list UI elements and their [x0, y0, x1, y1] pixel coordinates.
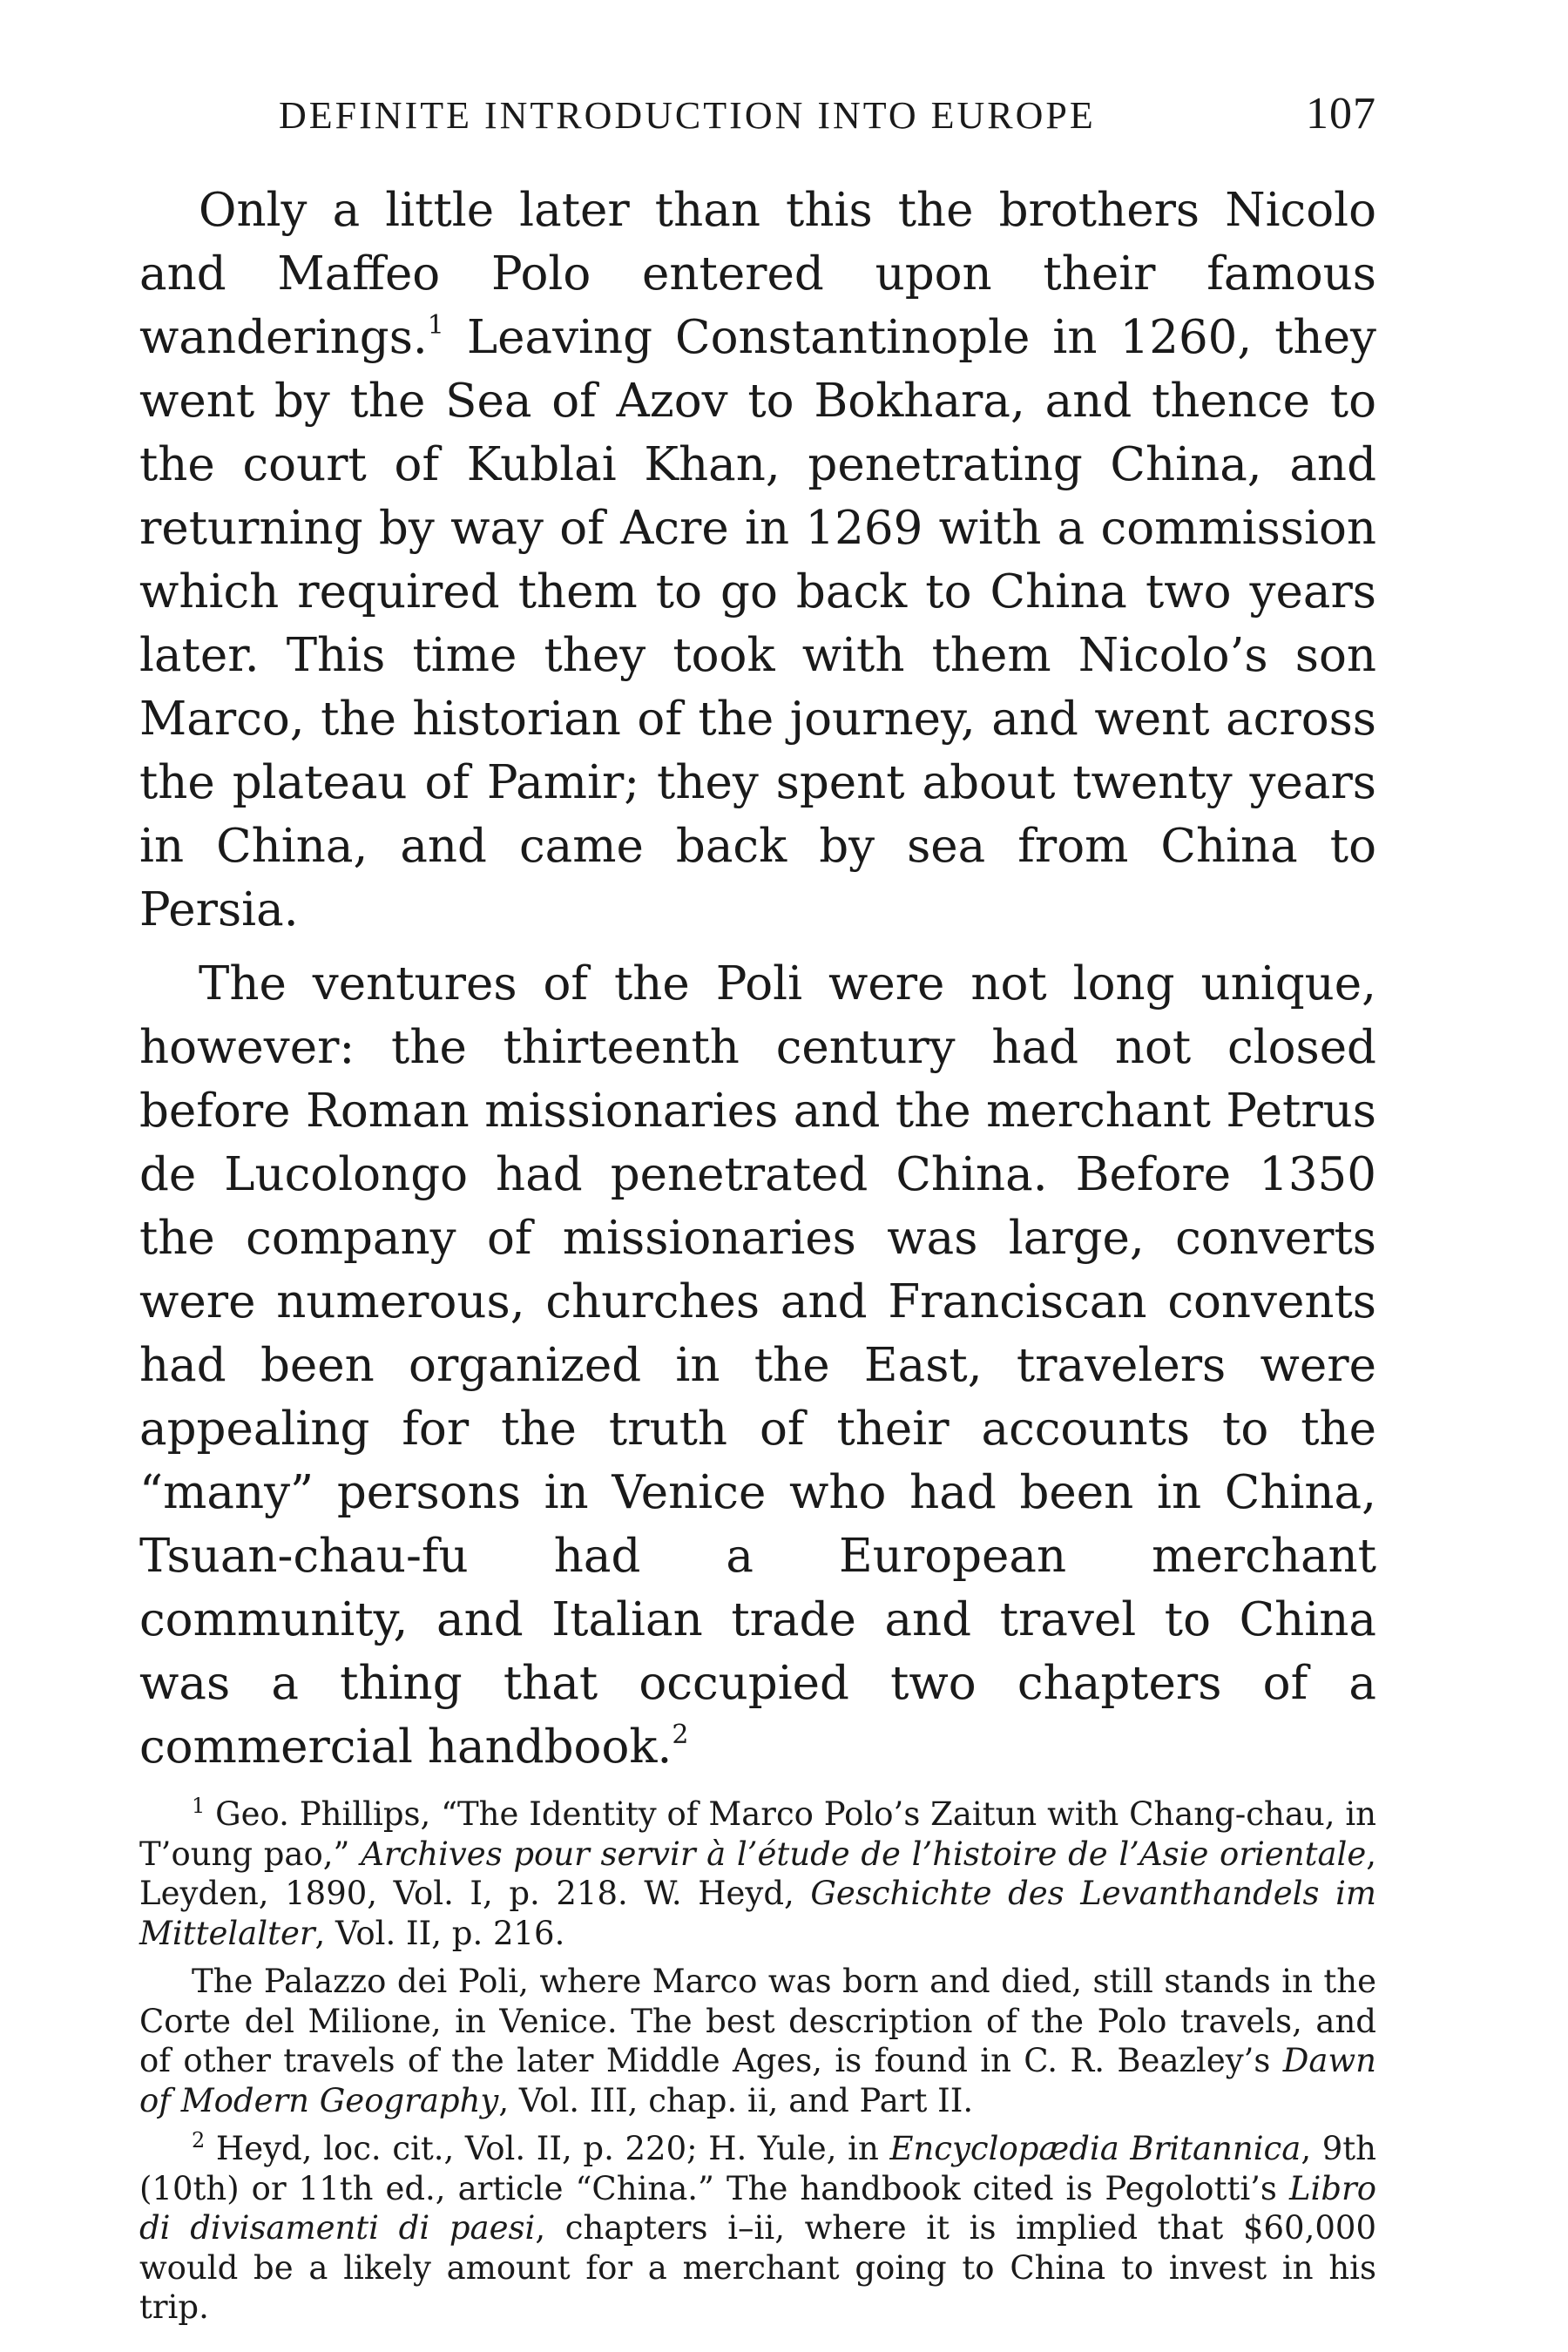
- paragraph-1: [139, 179, 1376, 942]
- footnote-2-work-title-b: Libro di divisamenti di paesi: [139, 2169, 1376, 2247]
- paragraph-2: [139, 952, 1376, 1779]
- footnote-2-marker: 2: [192, 2128, 206, 2153]
- footnote-1-text-b: , Leyden, 1890, Vol. I, p. 218. W. Heyd,: [139, 1835, 1376, 1912]
- paragraph-1-text-a: Only a little later than this the brothers Nicolo and Maffeo Polo entered upon their famous wanderings.: [139, 184, 1376, 364]
- chapter-title: DEFINITE INTRODUCTION INTO EUROPE: [279, 94, 1096, 137]
- paragraph-1-text-b: Leaving Constantinople in 1260, they went by the Sea of Azov to Bokhara, and thence to the court of Kublai Khan, penetrating China, and returning by way of Acre in 1269 with a commission which required them to go back to China two years later. This time they took with them Nicolo’s son Marco, the historian of the journey, and went across the plateau of Pamir; they spent about twenty years in China, and came back by sea from China to Persia.: [139, 311, 1376, 936]
- paragraph-2-text: The ventures of the Poli were not long unique, however: the thirteenth century had not closed before Roman missionaries and the merchant Petrus de Lucolongo had penetrated China. Before 1350 the company of missionaries was large, converts were numerous, churches and Franciscan convents had been organized in the East, travelers were appealing for the truth of their accounts to the “many” persons in Venice who had been in China, Tsuan-chau-fu had a European merchant community, and Italian trade and travel to China was a thing that occupied two chapters of a commercial handbook.: [139, 957, 1376, 1774]
- footnote-1-cont-text-a: The Palazzo dei Poli, where Marco was born and died, still stands in the Corte del Milione, in Venice. The best description of the Polo travels, and of other travels of the later Middle Ages, is found in C. R. Beazley’s: [139, 1963, 1376, 2079]
- main-text: [139, 179, 1376, 1779]
- footnote-2-text-a: Heyd, loc. cit., Vol. II, p. 220; H. Yule, in: [205, 2130, 890, 2167]
- page-number: 107: [1306, 89, 1376, 139]
- footnote-1: [139, 1794, 1376, 1953]
- footnotes: [139, 1794, 1376, 2328]
- footnote-1-cont-work-title: Dawn of Modern Geography: [139, 2042, 1376, 2119]
- footnote-1-work-title-b: Geschichte des Levanthandels im Mittelalter: [139, 1875, 1376, 1952]
- footnote-ref-1: 1: [427, 310, 444, 341]
- footnote-2-text-c: , chapters i–ii, where it is implied that $60,000 would be a likely amount for a merchant going to China to invest in his trip.: [139, 2209, 1376, 2326]
- footnote-1-cont-text-b: , Vol. III, chap. ii, and Part II.: [498, 2081, 974, 2119]
- footnote-1-text-a: Geo. Phillips, “The Identity of Marco Polo’s Zaitun with Chang-chau, in T’oung pao,”: [139, 1795, 1376, 1873]
- footnote-1-marker: 1: [192, 1794, 206, 1818]
- footnote-ref-2: 2: [672, 1720, 689, 1750]
- book-page: [139, 83, 1376, 2336]
- running-head: [139, 83, 1376, 152]
- footnote-2: [139, 2129, 1376, 2328]
- footnote-1-work-title-a: Archives pour servir à l’étude de l’histoire de l’Asie orientale: [361, 1835, 1367, 1873]
- footnote-1-text-c: , Vol. II, p. 216.: [314, 1914, 565, 1952]
- footnote-1-continuation: [139, 1962, 1376, 2120]
- footnote-2-work-title-a: Encyclopædia Britannica: [889, 2130, 1301, 2167]
- footnote-2-text-b: , 9th (10th) or 11th ed., article “China.” The handbook cited is Pegolotti’s: [139, 2130, 1376, 2207]
